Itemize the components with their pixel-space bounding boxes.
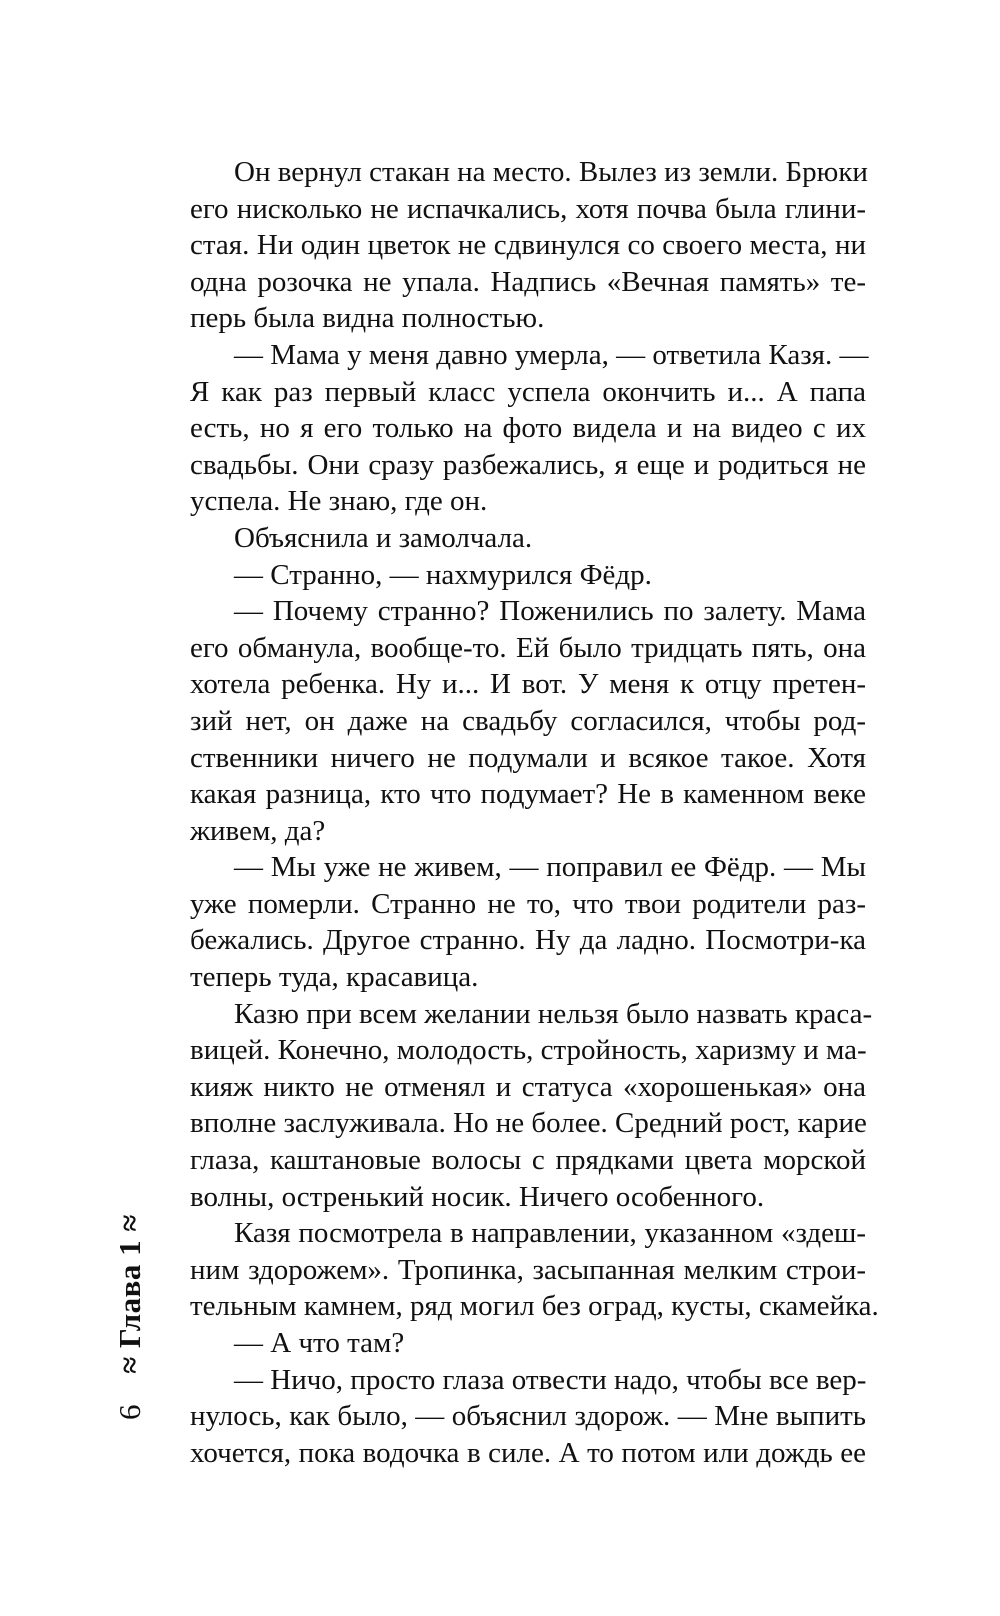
text-line: — Почему странно? Поженились по залету. Мама bbox=[234, 595, 866, 628]
page-number: 6 bbox=[112, 1404, 147, 1420]
text-line: ственники ничего не подумали и всякое такое. Хотя bbox=[190, 741, 866, 774]
chapter-title: ≈ Глава 1 ≈ bbox=[112, 1214, 147, 1374]
text-line: успела. Не знаю, где он. bbox=[190, 485, 488, 518]
text-line: ним здорожем». Тропинка, засыпанная мелким строи- bbox=[190, 1253, 866, 1286]
text-line: Объяснила и замолчала. bbox=[234, 521, 533, 554]
text-line: есть, но я его только на фото видела и на видео с их bbox=[190, 412, 866, 445]
text-line: — Ничо, просто глаза отвести надо, чтобы все вер- bbox=[234, 1363, 867, 1396]
text-line: вицей. Конечно, молодость, стройность, харизму и ма- bbox=[190, 1034, 867, 1067]
text-line: — Мы уже не живем, — поправил ее Фёдр. — Мы bbox=[234, 851, 866, 884]
running-head bbox=[112, 1214, 148, 1420]
text-line: его обманула, вообще-то. Ей было тридцать пять, она bbox=[190, 631, 866, 664]
text-line: волны, остренький носик. Ничего особенного. bbox=[190, 1180, 765, 1213]
text-line: его нисколько не испачкались, хотя почва была глини- bbox=[190, 192, 866, 225]
text-line: одна розочка не упала. Надпись «Вечная память» те- bbox=[190, 265, 866, 298]
text-line: хотела ребенка. Ну и... И вот. У меня к отцу претен- bbox=[190, 668, 866, 701]
text-line: бежались. Другое странно. Ну да ладно. Посмотри-ка bbox=[190, 924, 866, 957]
text-line: стая. Ни один цветок не сдвинулся со своего места, ни bbox=[190, 229, 866, 262]
body-text bbox=[190, 154, 879, 1471]
text-line: — Мама у меня давно умерла, — ответила Казя. — bbox=[234, 338, 869, 371]
text-line: теперь туда, красавица. bbox=[190, 961, 479, 994]
text-line: уже померли. Странно не то, что твои родители раз- bbox=[190, 887, 866, 920]
text-line: хочется, пока водочка в силе. А то потом или дождь ее bbox=[190, 1436, 866, 1469]
text-line: кияж никто не отменял и статуса «хорошенькая» она bbox=[190, 1070, 866, 1103]
text-line: тельным камнем, ряд могил без оград, кусты, скамейка. bbox=[190, 1290, 879, 1323]
text-line: нулось, как было, — объяснил здорож. — Мне выпить bbox=[190, 1400, 866, 1433]
text-line: — Странно, — нахмурился Фёдр. bbox=[234, 558, 652, 591]
text-line: какая разница, кто что подумает? Не в каменном веке bbox=[190, 778, 866, 811]
text-line: Он вернул стакан на место. Вылез из земли. Брюки bbox=[234, 156, 868, 188]
text-line: свадьбы. Они сразу разбежались, я еще и родиться не bbox=[190, 448, 866, 481]
text-line: — А что там? bbox=[234, 1327, 405, 1359]
text-line: Казю при всем желании нельзя было назвать краса- bbox=[234, 997, 873, 1030]
text-line: глаза, каштановые волосы с прядками цвета морской bbox=[190, 1144, 866, 1177]
text-line: зий нет, он даже на свадьбу согласился, чтобы род- bbox=[190, 704, 866, 737]
text-line: живем, да? bbox=[190, 814, 326, 847]
text-line: Казя посмотрела в направлении, указанном «здеш- bbox=[234, 1217, 866, 1250]
text-line: перь была видна полностью. bbox=[190, 302, 545, 335]
text-line: вполне заслуживала. Но не более. Средний рост, карие bbox=[190, 1107, 867, 1140]
text-line: Я как раз первый класс успела окончить и... А папа bbox=[190, 375, 866, 408]
